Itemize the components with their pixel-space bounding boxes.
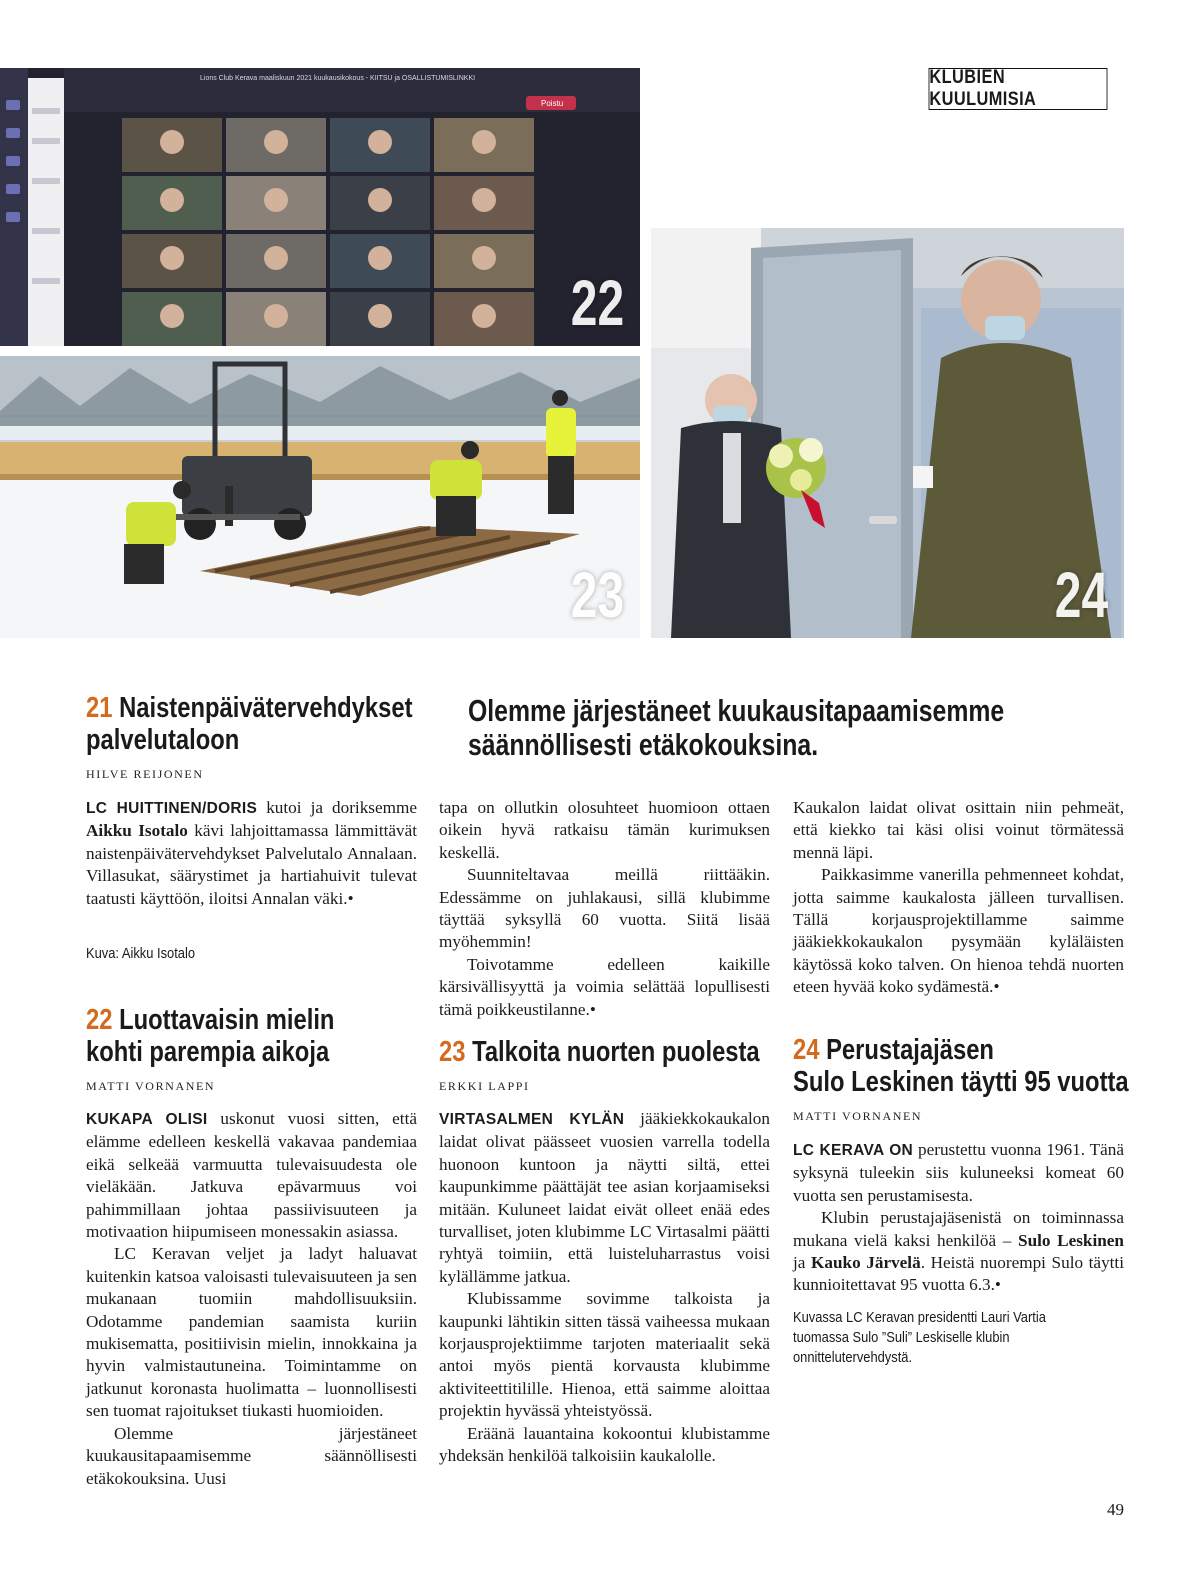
article-23-body-col2	[439, 1108, 770, 1468]
article-24-heading	[793, 1034, 1129, 1098]
article-23-p5: Paikkasimme vanerilla pehmenneet kohdat, jotta saimme kaukalosta jälleen turvallisen. Tällä korjausprojektillamme saimme jääkiekkokaukalon pysymään kyläläisten käytössä koko talven. On hienoa tehdä nuorten eteen hyvää koko sydämestä.•	[793, 865, 1124, 997]
pull-quote-line2: säännöllisesti etäkokouksina.	[468, 727, 819, 762]
article-22-p4: tapa on ollutkin olosuhteet huomioon ottaen oikein hyvä ratkaisu tämän kurimuksen keskellä.	[439, 798, 770, 862]
article-23-number: 23	[439, 1036, 466, 1068]
participant-avatar	[160, 304, 184, 328]
article-24-name2: Kauko Järvelä	[811, 1253, 921, 1273]
meeting-window-title: Lions Club Kerava maaliskuun 2021 kuukausikokous - KIITSU ja OSALLISTUMISLINKKI	[200, 75, 476, 82]
section-label: KLUBIEN KUULUMISIA	[929, 68, 1108, 110]
article-23-p4: Kaukalon laidat olivat osittain niin pehmeät, että kiekko tai käsi olisi voinut törmätessä mennä läpi.	[793, 798, 1124, 862]
participant-avatar	[160, 188, 184, 212]
article-22-number: 22	[86, 1004, 113, 1036]
photo-number-24: 24	[1054, 559, 1108, 631]
photo-video-meeting	[0, 68, 640, 346]
page-number: 49	[1107, 1500, 1124, 1519]
participant-avatar	[264, 246, 288, 270]
participant-avatar	[264, 130, 288, 154]
article-21-title-line1: Naistenpäivätervehdykset	[119, 692, 413, 724]
article-21-byline: HILVE REIJONEN	[86, 767, 204, 781]
article-22-body-col2	[439, 797, 770, 1021]
rink-repair-illustration	[0, 356, 640, 638]
leave-button-label: Poistu	[541, 99, 564, 108]
article-21-name: Aikku Isotalo	[86, 821, 188, 841]
article-22-p2: LC Keravan veljet ja ladyt haluavat kuitenkin katsoa valoisasti tulevaisuuteen ja sen mukanaan tuomiin mahdollisuuksiin. Odotamme pandemian saamista kuriin mukisematta, positiivisin mielin, innokkaina ja hyvin valmistautuneina. Toimintamme on jatkunut koronasta huolimatta – luonnollisesti sen tuomat rajoitukset tiukasti huomioiden.	[86, 1244, 417, 1421]
article-24-p2c: . Heistä nuorempi Sulo täytti kunnioitettavat 95 vuotta 6.3.•	[793, 1253, 1124, 1295]
video-meeting-illustration	[0, 68, 640, 346]
article-24-body	[793, 1139, 1124, 1297]
article-21-caption: Kuva: Aikku Isotalo	[86, 945, 196, 962]
article-24-number: 24	[793, 1034, 820, 1066]
article-24-title-line1: Perustajajäsen	[826, 1034, 994, 1066]
article-23-body-col3	[793, 797, 1124, 999]
article-22-body-col1	[86, 1108, 417, 1490]
participant-avatar	[368, 304, 392, 328]
participant-avatar	[472, 130, 496, 154]
article-21-title-line2: palvelutaloon	[86, 724, 240, 756]
pull-quote-line1: Olemme järjestäneet kuukausitapaamisemme	[468, 693, 1005, 728]
article-23-lead: VIRTASALMEN KYLÄN	[439, 1111, 625, 1128]
article-23-p2: Klubissamme sovimme talkoista ja kaupunki lähtikin sitten tässä vaiheessa mukaan korjausprojektiimme tarjoten materiaalit sekä antoi myös pientä korvausta klubimme aktiviteettitilille. Hienoa, että saimme aloittaa projektin hyvässä yhteistyössä.	[439, 1289, 770, 1421]
article-22-byline: MATTI VORNANEN	[86, 1079, 216, 1093]
article-21-lead: LC HUITTINEN/DORIS	[86, 800, 258, 817]
participant-avatar	[472, 246, 496, 270]
participant-avatar	[368, 246, 392, 270]
photo-number-22: 22	[570, 267, 624, 339]
article-23-byline: ERKKI LAPPI	[439, 1079, 530, 1093]
participant-avatar	[264, 304, 288, 328]
article-23-p1: jääkiekkokaukalon laidat olivat päässeet vuosien varrella todella huonoon kuntoon ja näytti siltä, ettei kaupunkimme päättäjät tee asian korjaamiseksi mitään. Kuluneet laidat eivät olleet enää edes turvalliset, joten klubimme LC Virtasalmi päätti ryhtyä toimiin, että luisteluharrastus voisi kylällämme jatkua.	[439, 1109, 770, 1286]
photo-rink-repair	[0, 356, 640, 638]
article-21-number: 21	[86, 692, 113, 724]
article-22-title-line2: kohti parempia aikoja	[86, 1036, 330, 1068]
birthday-visit-illustration	[651, 228, 1124, 638]
article-21-body	[86, 797, 417, 910]
article-24-title-line2: Sulo Leskinen täytti 95 vuotta	[793, 1066, 1129, 1098]
article-21-heading	[86, 692, 413, 756]
article-22-p6: Toivotamme edelleen kaikille kärsivällisyyttä ja voimia selättää lopullisesti tämä poikkeustilanne.•	[439, 954, 770, 1019]
article-24-name1: Sulo Leskinen	[1018, 1230, 1124, 1250]
article-24-byline: MATTI VORNANEN	[793, 1109, 923, 1123]
participant-avatar	[472, 188, 496, 212]
article-22-p3: Olemme järjestäneet kuukausitapaamisemme säännöllisesti etäkokouksina. Uusi	[86, 1423, 417, 1488]
article-22-title-line1: Luottavaisin mielin	[119, 1004, 335, 1036]
article-23-p3: Eräänä lauantaina kokoontui klubistamme yhdeksän henkilöä talkoisiin kaukalolle.	[439, 1423, 770, 1466]
article-23-title: Talkoita nuorten puolesta	[472, 1036, 760, 1068]
pull-quote	[468, 694, 1004, 762]
participant-avatar	[368, 188, 392, 212]
participant-avatar	[264, 188, 288, 212]
article-23-heading	[439, 1036, 760, 1068]
participant-avatar	[160, 130, 184, 154]
article-21-text-b: kävi lahjoittamassa lämmittävät naistenpäivätervehdykset Palvelutalo Annalaan. Villasukat, säärystimet ja hartiahuivit tulevat taatusti käyttöön, iloitsi Annalan väki.•	[86, 821, 417, 908]
article-22-lead: KUKAPA OLISI	[86, 1111, 208, 1128]
participant-avatar	[368, 130, 392, 154]
article-24-p1: perustettu vuonna 1961. Tänä syksynä tuleekin siis kuluneeksi komeat 60 vuotta sen perustamisesta.	[793, 1140, 1124, 1205]
photo-number-23: 23	[570, 559, 624, 631]
article-22-heading	[86, 1004, 334, 1068]
article-24-p2b: ja	[793, 1253, 811, 1273]
article-22-p1: uskonut vuosi sitten, että elämme edelleen keskellä vakavaa pandemiaa eikä selkeää varmuutta tulevaisuudesta ole vieläkään. Jatkuva epävarmuus voi pahimmillaan johtaa passiivisuuteen ja motivaation hiipumiseen monessakin asiassa.	[86, 1109, 417, 1242]
article-24-lead: LC KERAVA ON	[793, 1142, 914, 1159]
article-22-p5: Suunniteltavaa meillä riittääkin. Edessämme on juhlakausi, sillä klubimme täyttää syksyllä 60 vuotta. Siitä lisää myöhemmin!	[439, 865, 770, 952]
participant-avatar	[472, 304, 496, 328]
article-21-text-a: kutoi ja doriksemme	[257, 798, 417, 817]
photo-birthday-visit	[651, 228, 1124, 638]
participant-avatar	[160, 246, 184, 270]
article-24-p2a: Klubin perustajajäsenistä on toiminnassa mukana vielä kaksi henkilöä –	[793, 1208, 1124, 1250]
article-24-caption: Kuvassa LC Keravan presidentti Lauri Vartia tuomassa Sulo ”Suli” Leskiselle klubin onnittelutervehdystä.	[793, 1309, 1046, 1366]
